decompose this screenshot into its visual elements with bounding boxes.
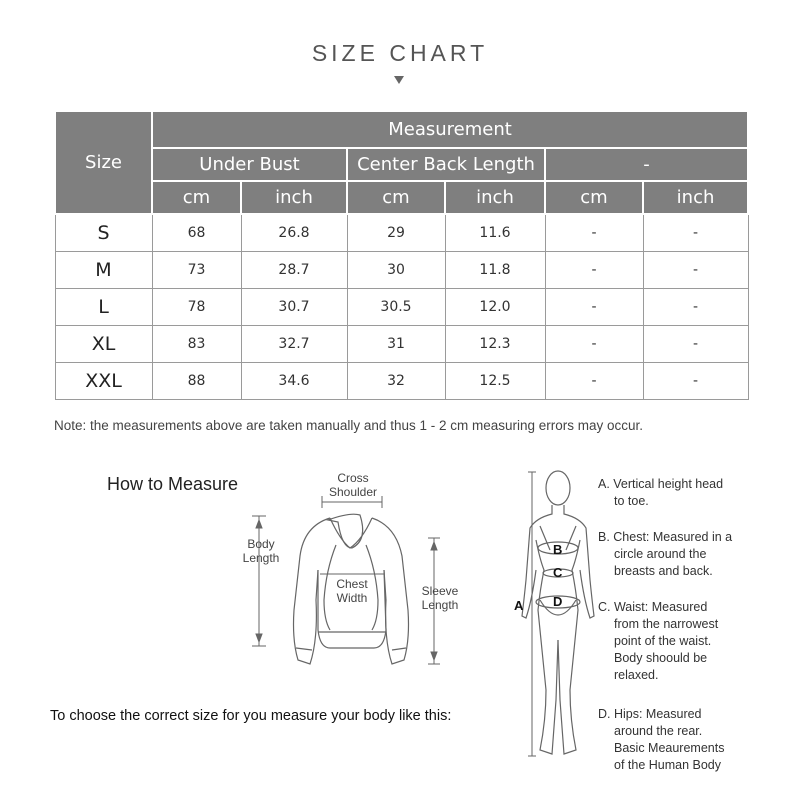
desc-line: to toe.: [614, 494, 649, 508]
unit-header: cm: [152, 181, 241, 214]
table-cell: 29: [347, 214, 445, 252]
label-line: Cross: [337, 471, 369, 485]
table-row: [55, 289, 748, 326]
table-row: [55, 214, 748, 252]
desc-line: D. Hips: Measured: [598, 707, 702, 721]
table-row: [55, 363, 748, 400]
cross-shoulder-label: [318, 471, 388, 499]
table-cell: -: [643, 252, 748, 289]
label-line: Sleeve: [421, 584, 459, 598]
table-cell: 26.8: [241, 214, 347, 252]
unit-header: cm: [545, 181, 643, 214]
table-cell: 34.6: [241, 363, 347, 400]
desc-line: around the rear.: [614, 724, 703, 738]
choose-size-instruction: To choose the correct size for you measure your body like this:: [50, 708, 452, 724]
desc-line: Body shoould be: [614, 651, 708, 665]
how-to-measure-title: How to Measure: [107, 474, 239, 494]
unit-header: inch: [241, 181, 347, 214]
table-cell: 30: [347, 252, 445, 289]
desc-line: breasts and back.: [614, 564, 713, 578]
blank-measure-header: -: [545, 148, 748, 181]
table-cell: -: [545, 252, 643, 289]
label-line: Chest: [336, 577, 368, 591]
table-cell: -: [643, 289, 748, 326]
table-cell: 83: [152, 326, 241, 363]
desc-hips: [598, 706, 724, 774]
table-cell: -: [545, 363, 643, 400]
table-cell: -: [545, 289, 643, 326]
unit-header: inch: [445, 181, 545, 214]
table-cell: 11.8: [445, 252, 545, 289]
desc-height: [598, 476, 723, 510]
table-cell: 12.5: [445, 363, 545, 400]
marker-b: B: [553, 542, 563, 557]
table-cell: 30.5: [347, 289, 445, 326]
desc-line: circle around the: [614, 547, 707, 561]
desc-line: point of the waist.: [614, 634, 712, 648]
desc-line: B. Chest: Measured in a: [598, 530, 733, 544]
desc-line: C. Waist: Measured: [598, 600, 708, 614]
table-cell: 78: [152, 289, 241, 326]
size-cell: M: [55, 252, 152, 289]
desc-line: from the narrowest: [614, 617, 719, 631]
table-cell: 73: [152, 252, 241, 289]
desc-line: Basic Meaurements: [614, 741, 725, 755]
size-cell: S: [55, 214, 152, 252]
table-cell: 30.7: [241, 289, 347, 326]
label-line: Length: [421, 598, 459, 612]
body-length-label: [236, 537, 286, 565]
table-cell: 28.7: [241, 252, 347, 289]
table-cell: -: [643, 214, 748, 252]
size-chart-table: [54, 110, 749, 400]
table-cell: 12.3: [445, 326, 545, 363]
size-cell: L: [55, 289, 152, 326]
table-row: [55, 252, 748, 289]
label-line: Width: [336, 591, 368, 605]
table-cell: 68: [152, 214, 241, 252]
table-cell: 11.6: [445, 214, 545, 252]
unit-header: cm: [347, 181, 445, 214]
size-cell: XXL: [55, 363, 152, 400]
table-cell: -: [643, 326, 748, 363]
measurement-note: Note: the measurements above are taken manually and thus 1 - 2 cm measuring errors may occur.: [54, 418, 644, 433]
table-cell: -: [643, 363, 748, 400]
marker-c: C: [553, 565, 563, 580]
marker-d: D: [553, 594, 563, 609]
sleeve-length-label: [412, 584, 468, 612]
desc-waist: [598, 599, 718, 684]
unit-header: inch: [643, 181, 748, 214]
table-cell: -: [545, 214, 643, 252]
desc-line: relaxed.: [614, 668, 659, 682]
desc-line: of the Human Body: [614, 758, 722, 772]
table-cell: 12.0: [445, 289, 545, 326]
table-cell: 32: [347, 363, 445, 400]
label-line: Shoulder: [328, 485, 378, 499]
down-arrow-icon: [394, 76, 404, 84]
label-line: Body: [247, 537, 275, 551]
desc-line: A. Vertical height head: [598, 477, 724, 491]
table-row: [55, 326, 748, 363]
marker-a: A: [514, 598, 524, 613]
chest-width-label: [325, 577, 379, 605]
desc-chest: [598, 529, 732, 580]
label-line: Length: [242, 551, 280, 565]
size-header: Size: [55, 111, 152, 214]
table-cell: -: [545, 326, 643, 363]
table-cell: 31: [347, 326, 445, 363]
table-cell: 32.7: [241, 326, 347, 363]
size-cell: XL: [55, 326, 152, 363]
center-back-length-header: Center Back Length: [347, 148, 545, 181]
page-title: SIZE CHART: [311, 40, 489, 66]
measurement-header: Measurement: [152, 111, 748, 148]
under-bust-header: Under Bust: [152, 148, 347, 181]
table-cell: 88: [152, 363, 241, 400]
